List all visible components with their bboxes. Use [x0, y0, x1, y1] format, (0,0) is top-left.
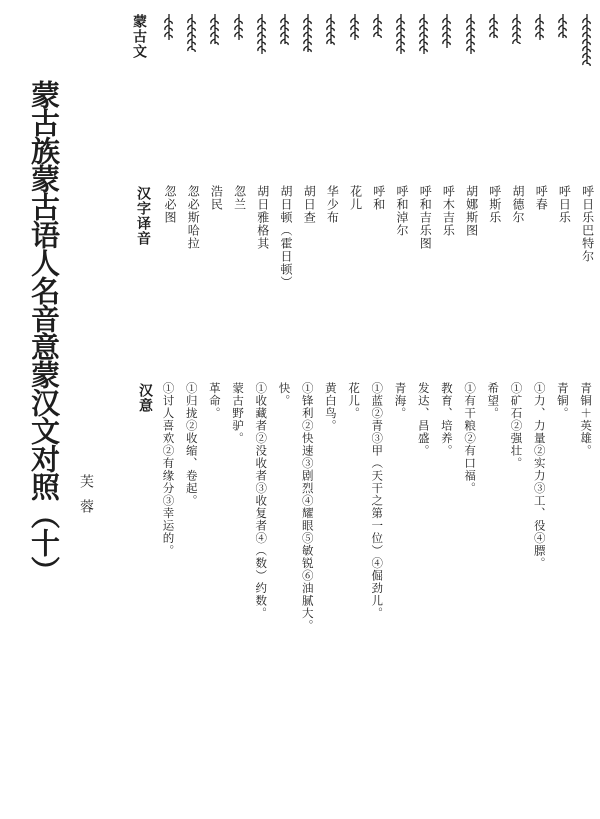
entry-transliteration: 呼和吉乐图 [418, 185, 433, 250]
entry-meaning: 革命。 [207, 382, 222, 420]
entry-meaning: ①有干粮②有口福。 [463, 382, 478, 495]
entry-meaning: 青铜。 [555, 382, 570, 420]
entry-meaning: 蒙古野驴。 [231, 382, 246, 445]
mongolian-script-glyph [464, 12, 478, 72]
entry-meaning: 青海。 [393, 382, 408, 420]
entry-meaning: 希望。 [486, 382, 501, 420]
author-name: 芙蓉 [78, 474, 94, 524]
mongolian-script-glyph [510, 12, 524, 72]
entry-meaning: ①蓝②青③甲（天干之第一位）④倔劲儿。 [370, 382, 385, 620]
header-meaning: 汉意 [137, 383, 153, 413]
mongolian-script-glyph [580, 12, 594, 72]
entry-meaning: ①收藏者②没收者③收复者④（数）约数。 [254, 382, 269, 620]
mongolian-script-glyph [440, 12, 454, 72]
entry-meaning: 快。 [277, 382, 292, 407]
entry-transliteration: 胡德尔 [511, 185, 525, 224]
entry-transliteration: 呼木吉乐 [441, 185, 456, 237]
mongolian-script-glyph [162, 12, 176, 72]
mongolian-script-glyph [371, 12, 385, 72]
entry-meaning: ①矿石②强壮。 [509, 382, 524, 470]
entry-transliteration: 华少布 [325, 185, 340, 224]
entry-transliteration: 呼日乐巴特尔 [580, 185, 595, 263]
mongolian-script-glyph [487, 12, 501, 72]
entry-meaning: 发达、昌盛。 [416, 382, 431, 457]
entry-meaning: ①讨人喜欢②有缘分③幸运的。 [161, 382, 176, 557]
mongolian-script-glyph [301, 12, 315, 72]
header-transliteration: 汉字译音 [135, 186, 151, 246]
entry-transliteration: 忽必斯哈拉 [186, 185, 201, 250]
page-title: 蒙古族蒙古语人名音意蒙汉文对照（十） [27, 80, 61, 584]
entry-transliteration: 胡日顿（霍日顿） [279, 185, 293, 289]
mongolian-script-glyph [348, 12, 362, 72]
mongolian-script-glyph [533, 12, 547, 72]
entry-meaning: ①归拢②收缩、卷起。 [184, 382, 199, 507]
mongolian-script-glyph [185, 12, 199, 72]
entry-meaning: 花儿。 [347, 382, 362, 420]
header-mongolian: 蒙古文 [131, 14, 147, 59]
mongolian-script-glyph [394, 12, 408, 72]
entry-transliteration: 呼春 [534, 185, 549, 211]
mongolian-script-glyph [417, 12, 431, 72]
entry-transliteration: 忽兰 [232, 185, 247, 211]
entry-transliteration: 浩民 [209, 185, 224, 211]
mongolian-script-glyph [232, 12, 246, 72]
entry-transliteration: 呼和淖尔 [395, 185, 409, 237]
mongolian-script-glyph [278, 12, 292, 72]
entry-transliteration: 呼日乐 [557, 185, 572, 224]
entry-meaning: 青铜＋英雄。 [579, 382, 594, 457]
mongolian-script-glyph [556, 12, 570, 72]
mongolian-script-glyph [208, 12, 222, 72]
entry-meaning: ①锋利②快速③剧烈④耀眼⑤敏锐⑥油腻大。 [300, 382, 315, 632]
entry-transliteration: 呼斯乐 [487, 185, 502, 224]
entry-meaning: ①力、力量②实力③工、役④膘。 [532, 382, 547, 570]
entry-transliteration: 胡日雅格其 [255, 185, 270, 250]
entry-meaning: 教育、培养。 [439, 382, 454, 457]
entry-transliteration: 胡日查 [302, 185, 317, 224]
entry-transliteration: 花儿 [348, 185, 363, 211]
mongolian-script-glyph [255, 12, 269, 72]
entry-transliteration: 胡娜斯图 [464, 185, 479, 237]
entry-transliteration: 呼和 [371, 185, 386, 211]
entry-transliteration: 忽必图 [163, 185, 177, 224]
mongolian-script-glyph [324, 12, 338, 72]
entry-meaning: 黄白鸟。 [323, 382, 338, 432]
